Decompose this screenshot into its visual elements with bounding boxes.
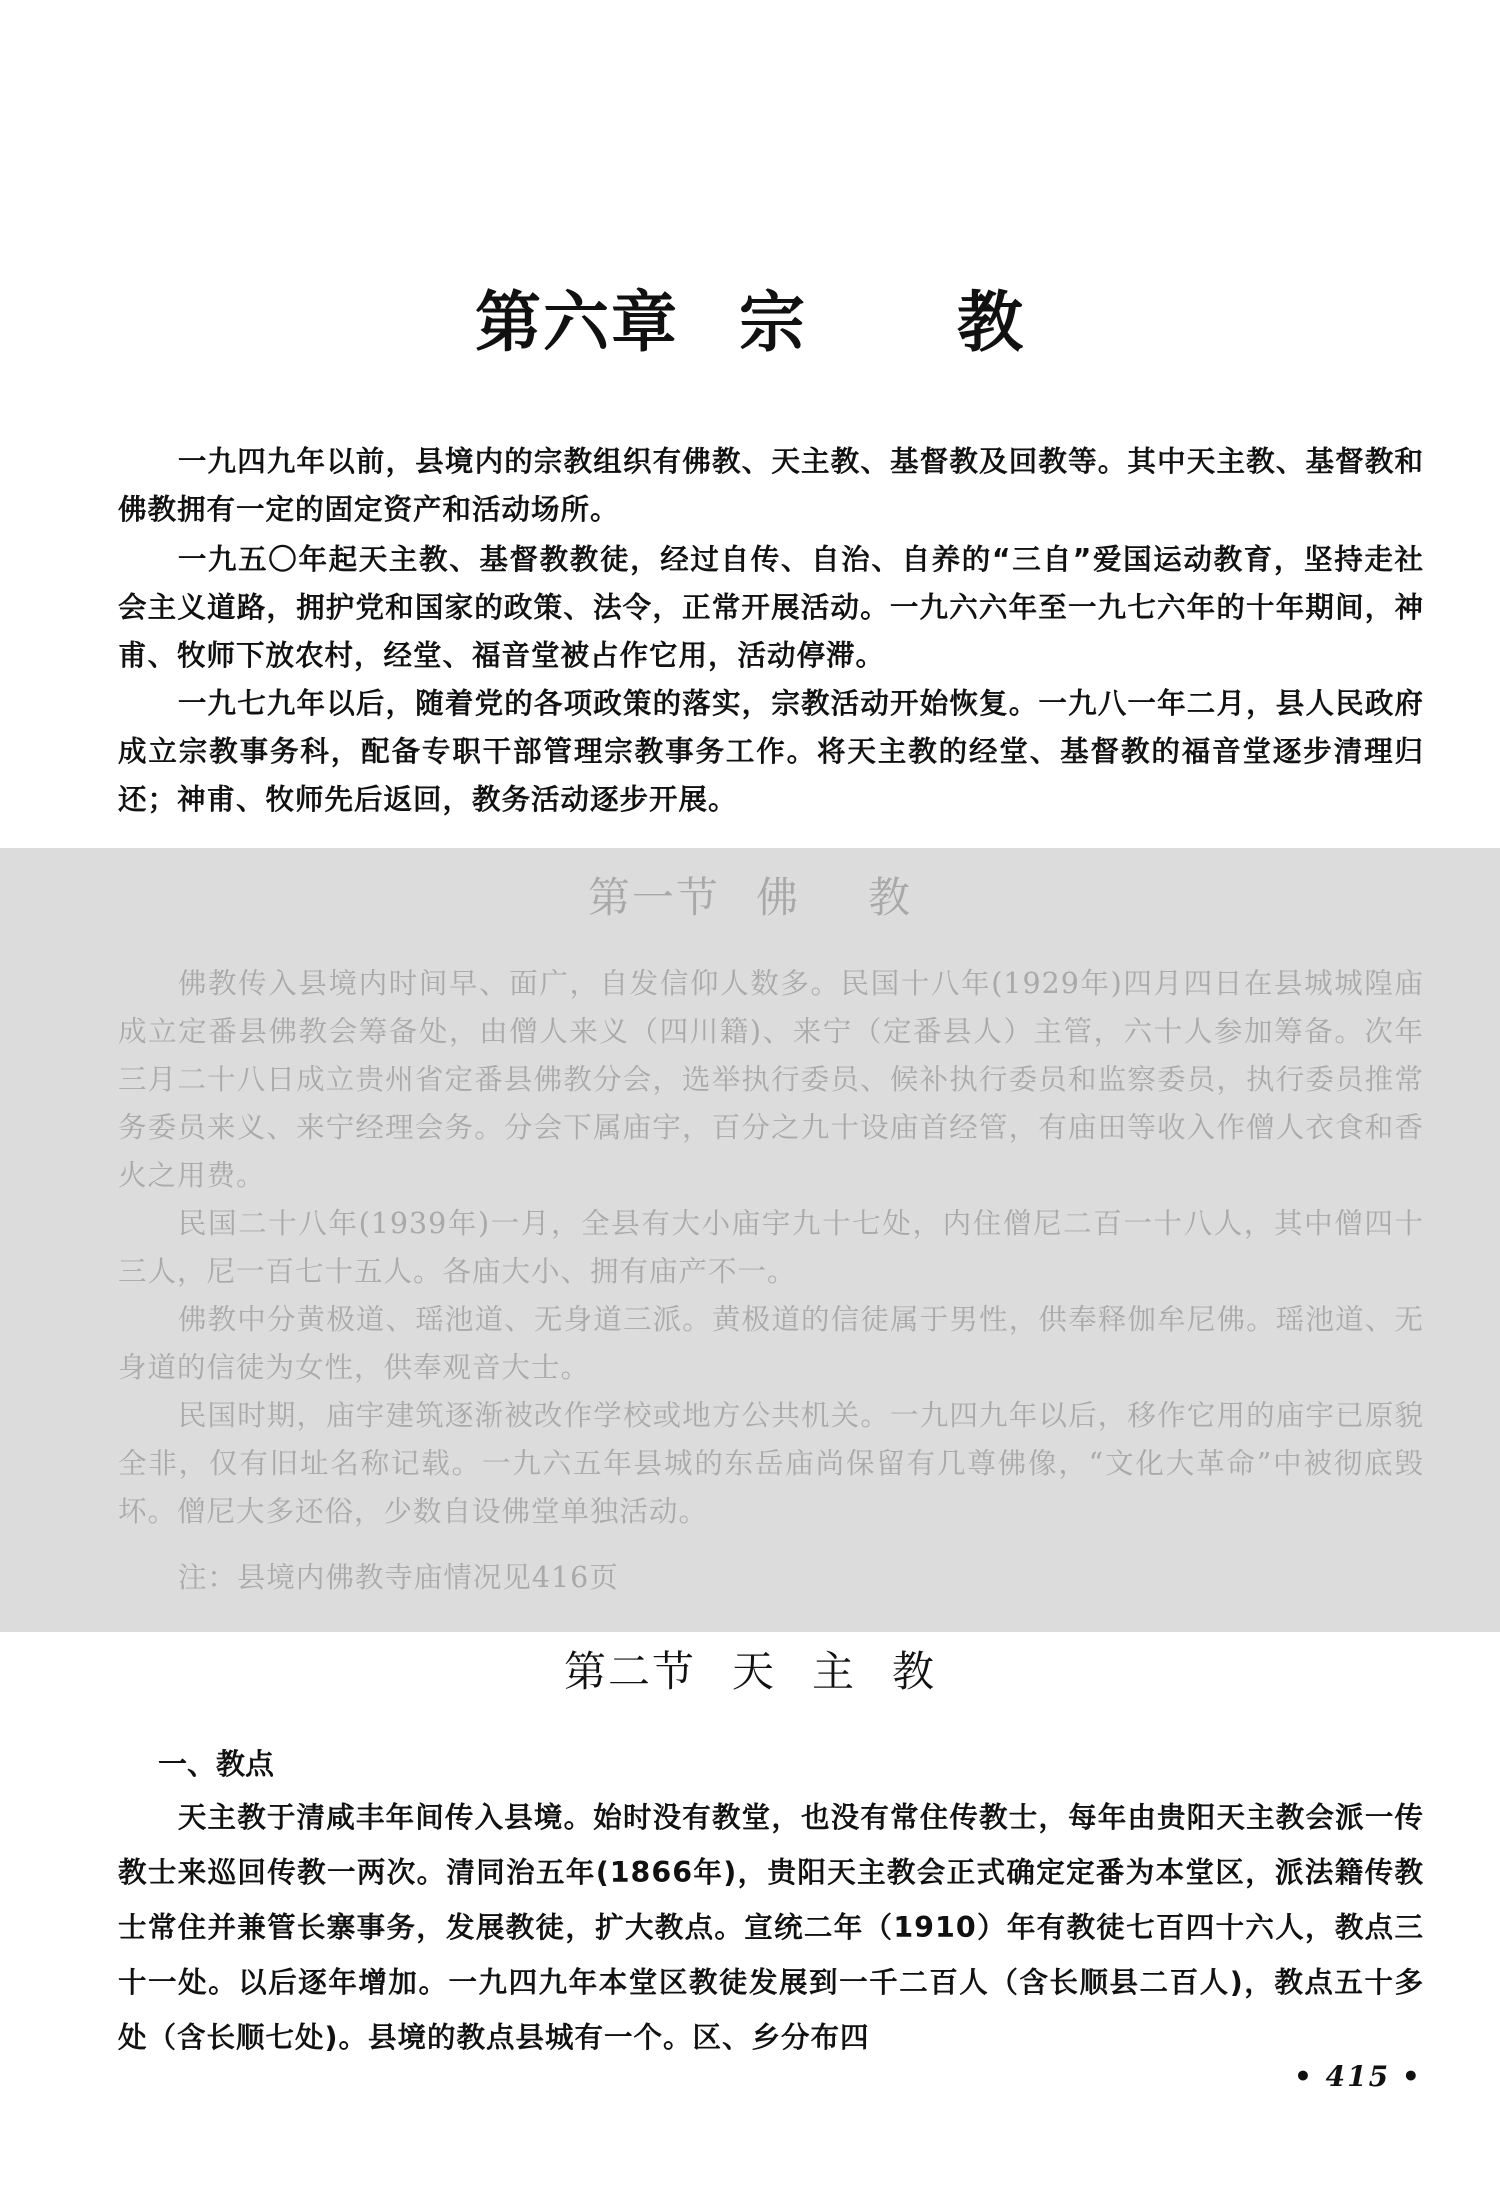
section-1-title	[0, 870, 1500, 926]
chapter-title	[0, 282, 1500, 364]
chapter-number: 第六章	[475, 284, 679, 361]
section-2-number: 第二节	[563, 1647, 696, 1696]
section-1-number: 第一节	[587, 873, 720, 922]
intro-paragraph-2: 一九五〇年起天主教、基督教教徒，经过自传、自治、自养的“三自”爱国运动教育，坚持走社会主义道路，拥护党和国家的政策、法令，正常开展活动。一九六六年至一九七六年的十年期间，神甫、牧师下放农村，经堂、福音堂被占作它用，活动停滞。	[118, 543, 1424, 672]
intro-paragraph-1: 一九四九年以前，县境内的宗教组织有佛教、天主教、基督教及回教等。其中天主教、基督教和佛教拥有一定的固定资产和活动场所。	[118, 445, 1424, 526]
section-2-paragraph-1: 天主教于清咸丰年间传入县境。始时没有教堂，也没有常住传教士，每年由贵阳天主教会派一传教士来巡回传教一两次。清同治五年(1866年)，贵阳天主教会正式确定定番为本堂区，派法籍传教士常住并兼管长寨事务，发展教徒，扩大教点。宣统二年（1910）年有教徒七百四十六人，教点三十一处。以后逐年增加。一九四九年本堂区教徒发展到一千二百人（含长顺县二百人)，教点五十多处（含长顺七处)。县境的教点县城有一个。区、乡分布四	[118, 1801, 1424, 2054]
section-1-paragraph-2: 民国二十八年(1939年)一月，全县有大小庙宇九十七处，内住僧尼二百一十八人，其中僧四十三人，尼一百七十五人。各庙大小、拥有庙产不一。	[118, 1207, 1424, 1288]
section-2-title	[0, 1644, 1500, 1700]
section-2-title-char-2: 主	[812, 1647, 857, 1696]
section-2-title-char-3: 教	[892, 1647, 937, 1696]
page-number: • 415 •	[1294, 2060, 1422, 2093]
section-1-note: 注：县境内佛教寺庙情况见416页	[177, 1561, 619, 1594]
section-2-subheading: 一、教点	[158, 1747, 275, 1781]
chapter-title-char-2: 教	[957, 284, 1025, 361]
section-1-paragraph-4: 民国时期，庙宇建筑逐渐被改作学校或地方公共机关。一九四九年以后，移作它用的庙宇已原貌全非，仅有旧址名称记载。一九六五年县城的东岳庙尚保留有几尊佛像，“文化大革命”中被彻底毁坏。僧尼大多还俗，少数自设佛堂单独活动。	[118, 1399, 1424, 1528]
section-1-title-char-2: 教	[868, 873, 913, 922]
section-1-paragraph-3: 佛教中分黄极道、瑶池道、无身道三派。黄极道的信徒属于男性，供奉释伽牟尼佛。瑶池道、无身道的信徒为女性，供奉观音大士。	[118, 1303, 1424, 1384]
section-1-paragraph-1: 佛教传入县境内时间早、面广，自发信仰人数多。民国十八年(1929年)四月四日在县城城隍庙成立定番县佛教会筹备处，由僧人来义（四川籍)、来宁（定番县人）主管，六十人参加筹备。次年三月二十八日成立贵州省定番县佛教分会，选举执行委员、候补执行委员和监察委员，执行委员推常务委员来义、来宁经理会务。分会下属庙宇，百分之九十设庙首经管，有庙田等收入作僧人衣食和香火之用费。	[118, 967, 1424, 1192]
section-1-title-char-1: 佛	[755, 873, 800, 922]
intro-paragraph-3: 一九七九年以后，随着党的各项政策的落实，宗教活动开始恢复。一九八一年二月，县人民政府成立宗教事务科，配备专职干部管理宗教事务工作。将天主教的经堂、基督教的福音堂逐步清理归还；神甫、牧师先后返回，教务活动逐步开展。	[118, 687, 1424, 816]
chapter-title-char-1: 宗	[739, 284, 807, 361]
section-2-title-char-1: 天	[731, 1647, 776, 1696]
